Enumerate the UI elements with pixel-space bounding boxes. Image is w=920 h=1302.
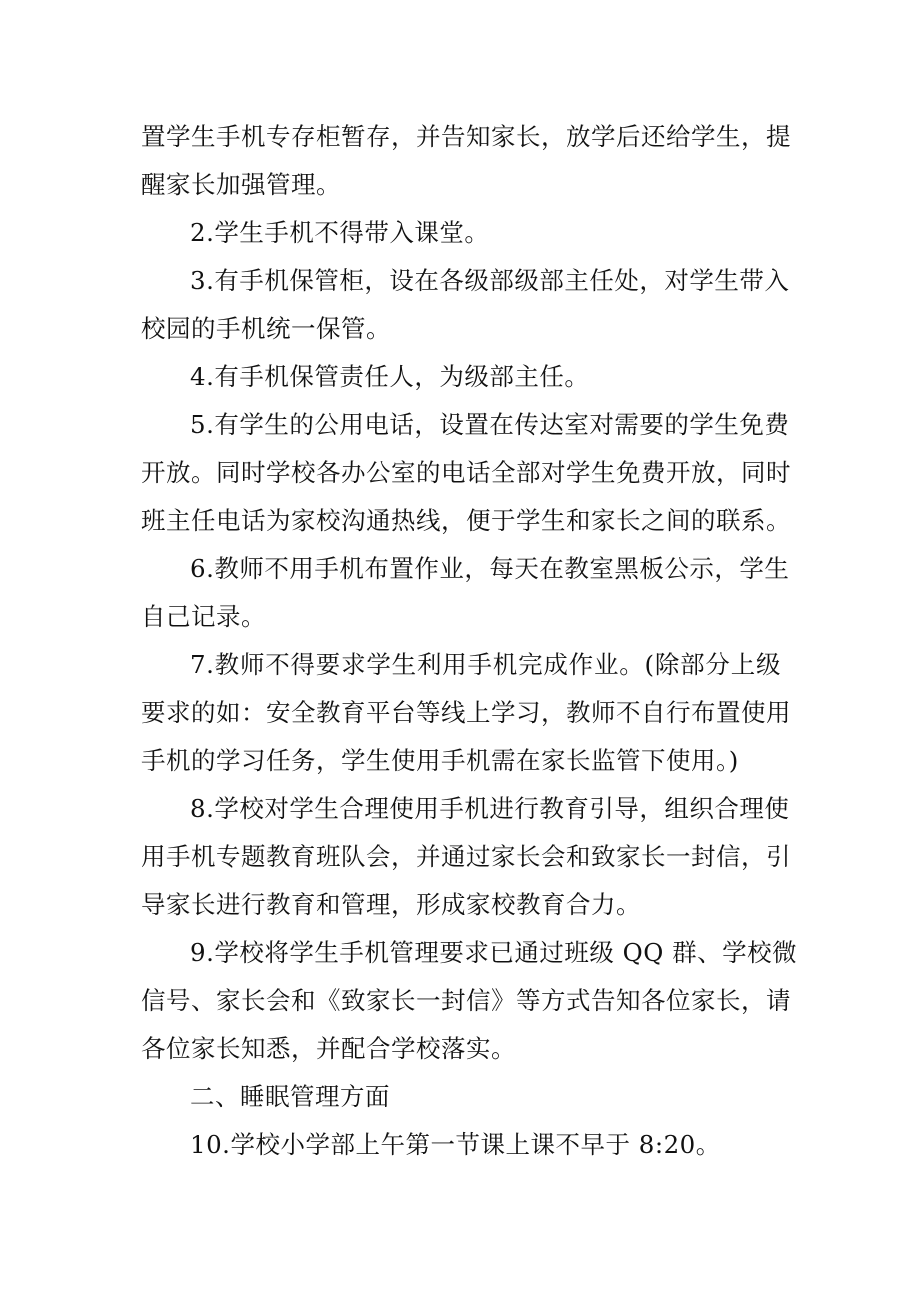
text-line: 信号、家长会和《致家长一封信》等方式告知各位家长，请 [141, 986, 791, 1015]
text-line: 9.学校将学生手机管理要求已通过班级 QQ 群、学校微 [190, 938, 798, 967]
paragraph-item-4 [141, 353, 781, 401]
text-line: 班主任电话为家校沟通热线，便于学生和家长之间的联系。 [141, 506, 791, 535]
paragraph-item-3 [141, 257, 790, 353]
text-line: 2.学生手机不得带入课堂。 [190, 218, 490, 247]
text-line: 各位家长知悉，并配合学校落实。 [141, 1034, 516, 1063]
text-line: 6.教师不用手机布置作业，每天在教室黑板公示，学生 [190, 554, 790, 583]
section-heading-text: 二、睡眠管理方面 [190, 1082, 390, 1111]
paragraph-continuation [141, 113, 791, 209]
text-line: 自己记录。 [141, 602, 266, 631]
text-line: 8.学校对学生合理使用手机进行教育引导，组织合理使 [190, 794, 790, 823]
text-line: 5.有学生的公用电话，设置在传达室对需要的学生免费 [190, 410, 790, 439]
paragraph-item-5 [141, 401, 791, 545]
paragraph-item-2 [141, 209, 781, 257]
text-line: 开放。同时学校各办公室的电话全部对学生免费开放，同时 [141, 458, 791, 487]
text-line: 置学生手机专存柜暂存，并告知家长，放学后还给学生，提 [141, 122, 791, 151]
document-body [141, 113, 798, 1169]
text-line: 3.有手机保管柜，设在各级部级部主任处，对学生带入 [190, 266, 790, 295]
text-line: 导家长进行教育和管理，形成家校教育合力。 [141, 890, 641, 919]
text-line: 手机的学习任务，学生使用手机需在家长监管下使用。) [141, 746, 739, 775]
section-heading-sleep-management [141, 1073, 781, 1121]
paragraph-item-6 [141, 545, 790, 641]
paragraph-item-9 [141, 929, 798, 1073]
text-line: 用手机专题教育班队会，并通过家长会和致家长一封信，引 [141, 842, 791, 871]
text-line: 醒家长加强管理。 [141, 170, 341, 199]
text-line: 10.学校小学部上午第一节课上课不早于 8:20。 [190, 1130, 721, 1159]
paragraph-item-8 [141, 785, 791, 929]
paragraph-item-10 [141, 1121, 781, 1169]
text-line: 校园的手机统一保管。 [141, 314, 391, 343]
paragraph-item-7 [141, 641, 791, 785]
text-line: 4.有手机保管责任人，为级部主任。 [190, 362, 590, 391]
text-line: 7.教师不得要求学生利用手机完成作业。(除部分上级 [190, 650, 781, 679]
text-line: 要求的如：安全教育平台等线上学习，教师不自行布置使用 [141, 698, 791, 727]
